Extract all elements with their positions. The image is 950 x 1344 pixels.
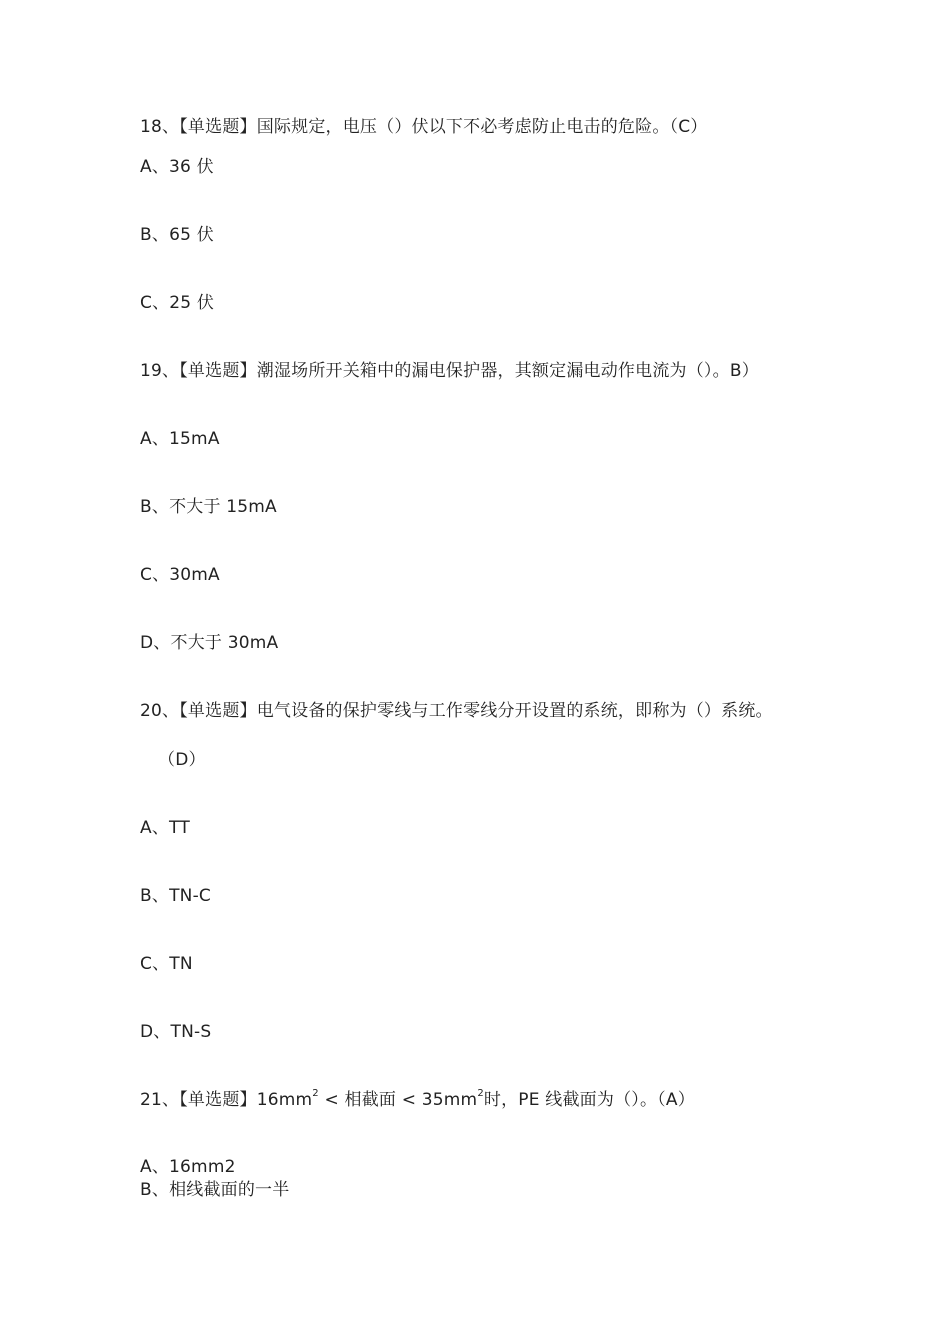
superscript: 2 xyxy=(477,1088,484,1100)
question-21-option-a: A、16mm2 xyxy=(140,1157,236,1177)
question-18-option-a: A、36 伏 xyxy=(140,157,214,177)
question-20-option-d: D、TN-S xyxy=(140,1022,212,1042)
question-18-stem: 18、【单选题】国际规定，电压（）伏以下不必考虑防止电击的危险。（C） xyxy=(140,117,708,137)
question-19-option-d: D、不大于 30mA xyxy=(140,633,279,653)
question-20-option-c: C、TN xyxy=(140,954,193,974)
question-21-stem-part: < 相截面 < 35mm xyxy=(318,1090,478,1110)
question-20-option-a: A、TT xyxy=(140,818,190,838)
question-19-option-c: C、30mA xyxy=(140,565,220,585)
superscript: 2 xyxy=(312,1088,319,1100)
question-19-option-a: A、15mA xyxy=(140,429,220,449)
question-20-stem: 20、【单选题】电气设备的保护零线与工作零线分开设置的系统，即称为（）系统。 xyxy=(140,701,773,721)
question-20-option-b: B、TN-C xyxy=(140,886,211,906)
question-20-answer: （D） xyxy=(158,750,206,770)
question-21-stem-part: 时，PE 线截面为（）。（A） xyxy=(483,1090,695,1110)
question-21-stem-part: 21、【单选题】16mm xyxy=(140,1090,313,1110)
question-18-option-b: B、65 伏 xyxy=(140,225,214,245)
question-21-stem xyxy=(140,1089,695,1111)
question-21-option-b: B、相线截面的一半 xyxy=(140,1180,290,1200)
question-19-stem: 19、【单选题】潮湿场所开关箱中的漏电保护器，其额定漏电动作电流为（）。B） xyxy=(140,361,759,381)
question-19-option-b: B、不大于 15mA xyxy=(140,497,277,517)
question-18-option-c: C、25 伏 xyxy=(140,293,215,313)
